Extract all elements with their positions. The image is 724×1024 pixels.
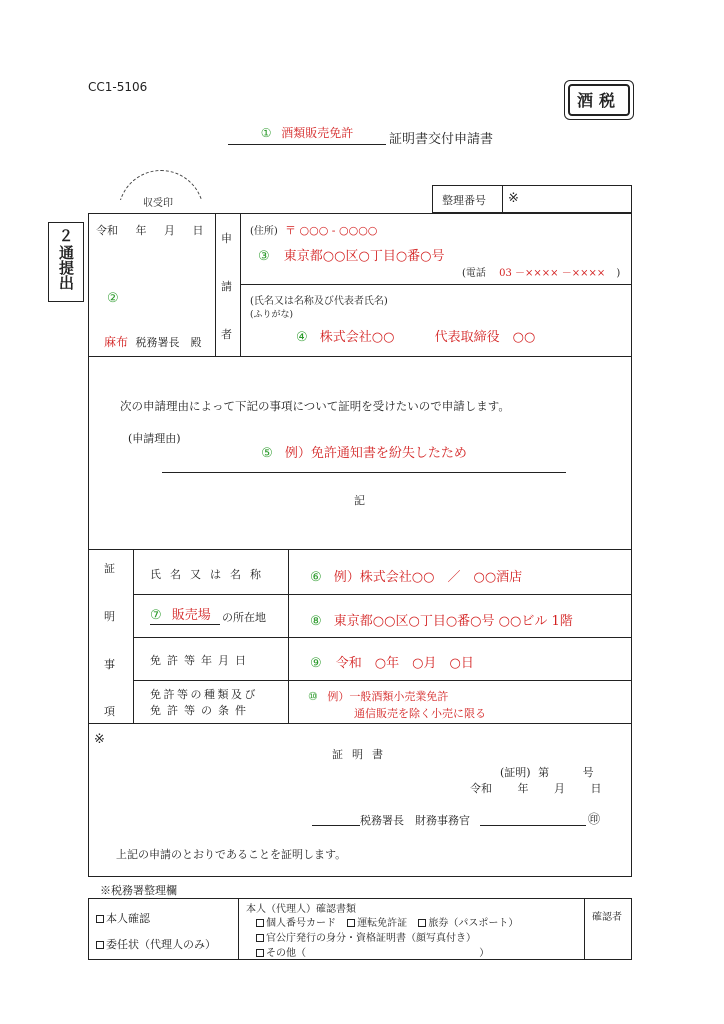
form-title: 証明書交付申請書 [389, 132, 494, 147]
signer-label: 税務署長 財務事務官 [360, 814, 470, 827]
signer-office-field[interactable] [312, 812, 360, 826]
side-tab [48, 222, 84, 302]
applicant-vert-1: 申 [221, 232, 232, 245]
cert-vert-4: 項 [104, 705, 115, 718]
seiri-label: 整理番号 [442, 194, 486, 207]
certificate-number: (証明) 第 号 [500, 766, 594, 779]
applicant-vert-3: 者 [221, 328, 232, 341]
place-suffix: の所在地 [222, 611, 266, 624]
place-field[interactable]: ⑧ 東京都○○区○丁目○番○号 ○○ビル 1階 [310, 614, 573, 629]
certificate-title: 証明書 [332, 748, 392, 761]
reason-label: (申請理由) [128, 432, 181, 445]
id-docs-title: 本人（代理人）確認書類 [246, 904, 356, 915]
side-tab-text: 通提出 [57, 245, 75, 290]
office-addressee[interactable]: 麻布 税務署長 殿 [104, 335, 202, 349]
postal-code: 〒 ○○○ - ○○○○ [285, 224, 378, 237]
id-docs-row-1: 個人番号カード 運転免許証 旅券（パスポート） [256, 914, 518, 929]
ki-label: 記 [354, 494, 365, 507]
proxy-check[interactable]: 委任状（代理人のみ） [96, 936, 216, 952]
certificate-statement: 上記の申請のとおりであることを証明します。 [116, 848, 347, 861]
cert-vert-3: 事 [104, 658, 115, 671]
tax-office-name: 麻布 [104, 335, 129, 349]
tel-line[interactable]: (電話 03 －×××× －×××× ) [462, 268, 621, 279]
office-use-title: ※税務署整理欄 [100, 884, 177, 897]
cert-name-label: 氏名又は名称 [150, 568, 270, 581]
id-docs-row-2[interactable]: 官公庁発行の身分・資格証明書（顔写真付き） [256, 929, 476, 944]
self-check[interactable]: 本人確認 [96, 910, 150, 926]
checkbox-icon [347, 919, 355, 927]
marker-2: ② [107, 291, 119, 306]
checkbox-icon [256, 949, 264, 957]
request-statement: 次の申請理由によって下記の事項について証明を受けたいので申請します。 [120, 399, 510, 413]
id-docs-row-3[interactable]: その他（ ） [256, 944, 489, 959]
name-line[interactable]: ④ 株式会社○○ 代表取締役 ○○ [296, 330, 536, 345]
address-value: 東京都○○区○丁目○番○号 [283, 249, 445, 264]
place-value: 東京都○○区○丁目○番○号 ○○ビル 1階 [333, 614, 573, 629]
company-name: 株式会社○○ [319, 330, 395, 345]
signer-name-field[interactable] [480, 812, 586, 826]
reason-field[interactable]: ⑤ 例）免許通知書を紛失したため [162, 444, 566, 473]
seal-mark: ㊞ [588, 812, 601, 826]
cert-name-value: 例）株式会社○○ ／ ○○酒店 [333, 570, 523, 585]
seiri-mark: ※ [508, 191, 519, 206]
certificate-mark: ※ [94, 732, 105, 747]
tax-badge-frame [564, 80, 634, 120]
license-kind-value-2: 通信販売を除く小売に限る [354, 707, 486, 720]
checkbox-icon [96, 941, 104, 949]
checkbox-icon [256, 934, 264, 942]
receipt-stamp-label: 収受印 [143, 198, 173, 209]
certificate-date: 令和 年 月 日 [470, 782, 602, 795]
reason-value: 例）免許通知書を紛失したため [284, 446, 467, 461]
license-kind-label-2: 免許等の条件 [150, 704, 252, 717]
cert-vert-2: 明 [104, 610, 115, 623]
license-kind-field[interactable]: ⑩ 例）一般酒類小売業免許 [308, 690, 449, 703]
furigana-label: (ふりがな) [250, 310, 294, 320]
address-label-line: (住所) 〒 ○○○ - ○○○○ [250, 224, 378, 237]
place-type: 販売場 [171, 608, 211, 623]
address-line[interactable]: ③ 東京都○○区○丁目○番○号 [258, 249, 445, 264]
confirmer-label: 確認者 [592, 912, 622, 923]
name-label: (氏名又は名称及び代表者氏名) [250, 296, 388, 307]
license-kind-value-1: 例）一般酒類小売業免許 [327, 690, 449, 703]
license-date-value: 令和 ○年 ○月 ○日 [335, 656, 474, 671]
license-date-label: 免許等年月日 [150, 654, 252, 667]
form-code: CC1-5106 [88, 80, 148, 94]
license-type-field[interactable] [228, 124, 386, 145]
tax-badge: 酒税 [568, 84, 630, 116]
applicant-vert-2: 請 [221, 280, 232, 293]
representative: 代表取締役 ○○ [434, 330, 536, 345]
cert-vert-1: 証 [104, 562, 115, 575]
cert-name-field[interactable]: ⑥ 例）株式会社○○ ／ ○○酒店 [310, 570, 523, 585]
license-kind-label-1: 免許等の種類及び [150, 688, 258, 701]
tel-value: 03 －×××× －×××× [499, 268, 606, 279]
place-type-field[interactable]: ⑦ 販売場 [150, 604, 220, 625]
checkbox-icon [256, 919, 264, 927]
checkbox-icon [418, 919, 426, 927]
side-tab-count: ２ [58, 227, 74, 245]
license-type: 酒類販売免許 [281, 126, 354, 140]
marker-1: ① [260, 126, 272, 140]
checkbox-icon [96, 915, 104, 923]
license-date-field[interactable]: ⑨ 令和 ○年 ○月 ○日 [310, 656, 474, 671]
date-line[interactable]: 令和 年 月 日 [96, 224, 204, 237]
